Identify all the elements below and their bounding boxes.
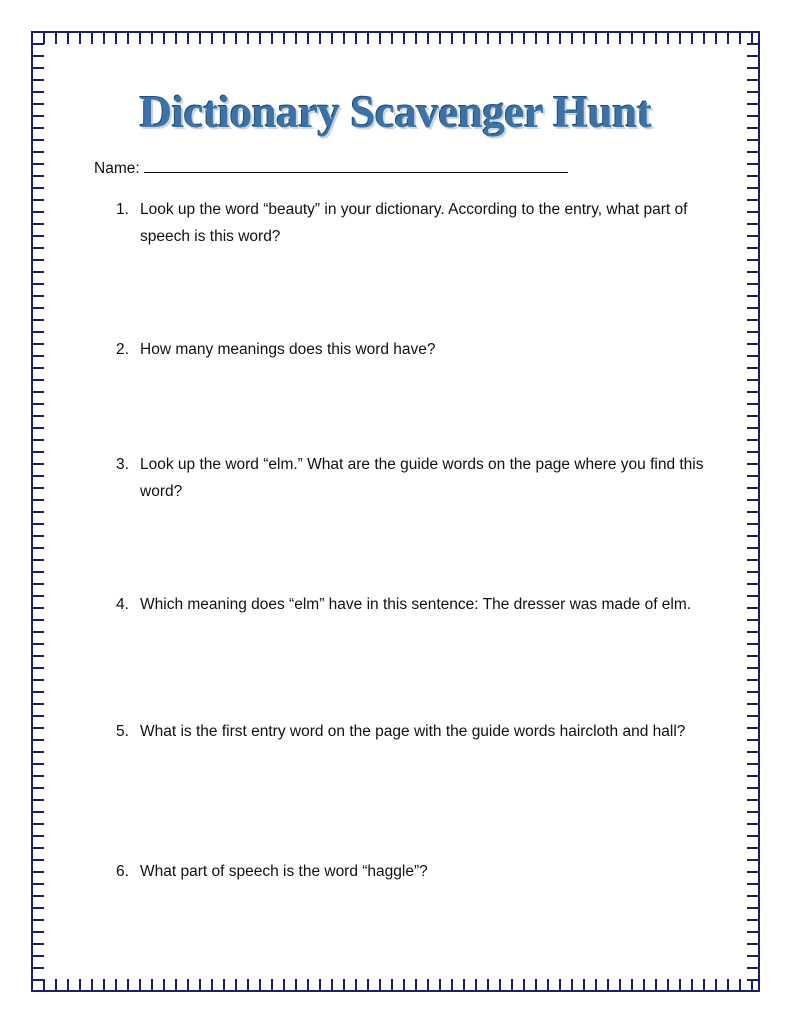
question-number: 4. xyxy=(116,596,129,613)
name-blank-line xyxy=(144,171,568,173)
question-1 xyxy=(116,196,706,250)
decorative-border-right xyxy=(747,31,760,992)
question-text: How many meanings does this word have? xyxy=(140,341,436,358)
question-3 xyxy=(116,451,706,505)
question-2 xyxy=(116,336,706,363)
question-6 xyxy=(116,858,706,885)
decorative-border-left xyxy=(31,31,44,992)
question-text: Which meaning does “elm” have in this sentence: The dresser was made of elm. xyxy=(140,596,692,613)
question-number: 3. xyxy=(116,456,129,473)
question-number: 2. xyxy=(116,341,129,358)
question-text: Look up the word “beauty” in your dictionary. According to the entry, what part of speech is this word? xyxy=(140,201,688,245)
question-text: Look up the word “elm.” What are the guide words on the page where you find this word? xyxy=(140,456,704,500)
question-5 xyxy=(116,718,706,745)
question-4 xyxy=(116,591,706,618)
decorative-border-bottom xyxy=(31,979,760,992)
name-label: Name: xyxy=(94,160,140,177)
question-number: 5. xyxy=(116,723,129,740)
question-number: 1. xyxy=(116,201,129,218)
decorative-border-top xyxy=(31,31,760,44)
question-text: What is the first entry word on the page with the guide words haircloth and hall? xyxy=(140,723,686,740)
worksheet-title: Dictionary Scavenger Hunt xyxy=(139,87,652,137)
question-text: What part of speech is the word “haggle”? xyxy=(140,863,428,880)
name-field xyxy=(94,160,568,178)
question-number: 6. xyxy=(116,863,129,880)
